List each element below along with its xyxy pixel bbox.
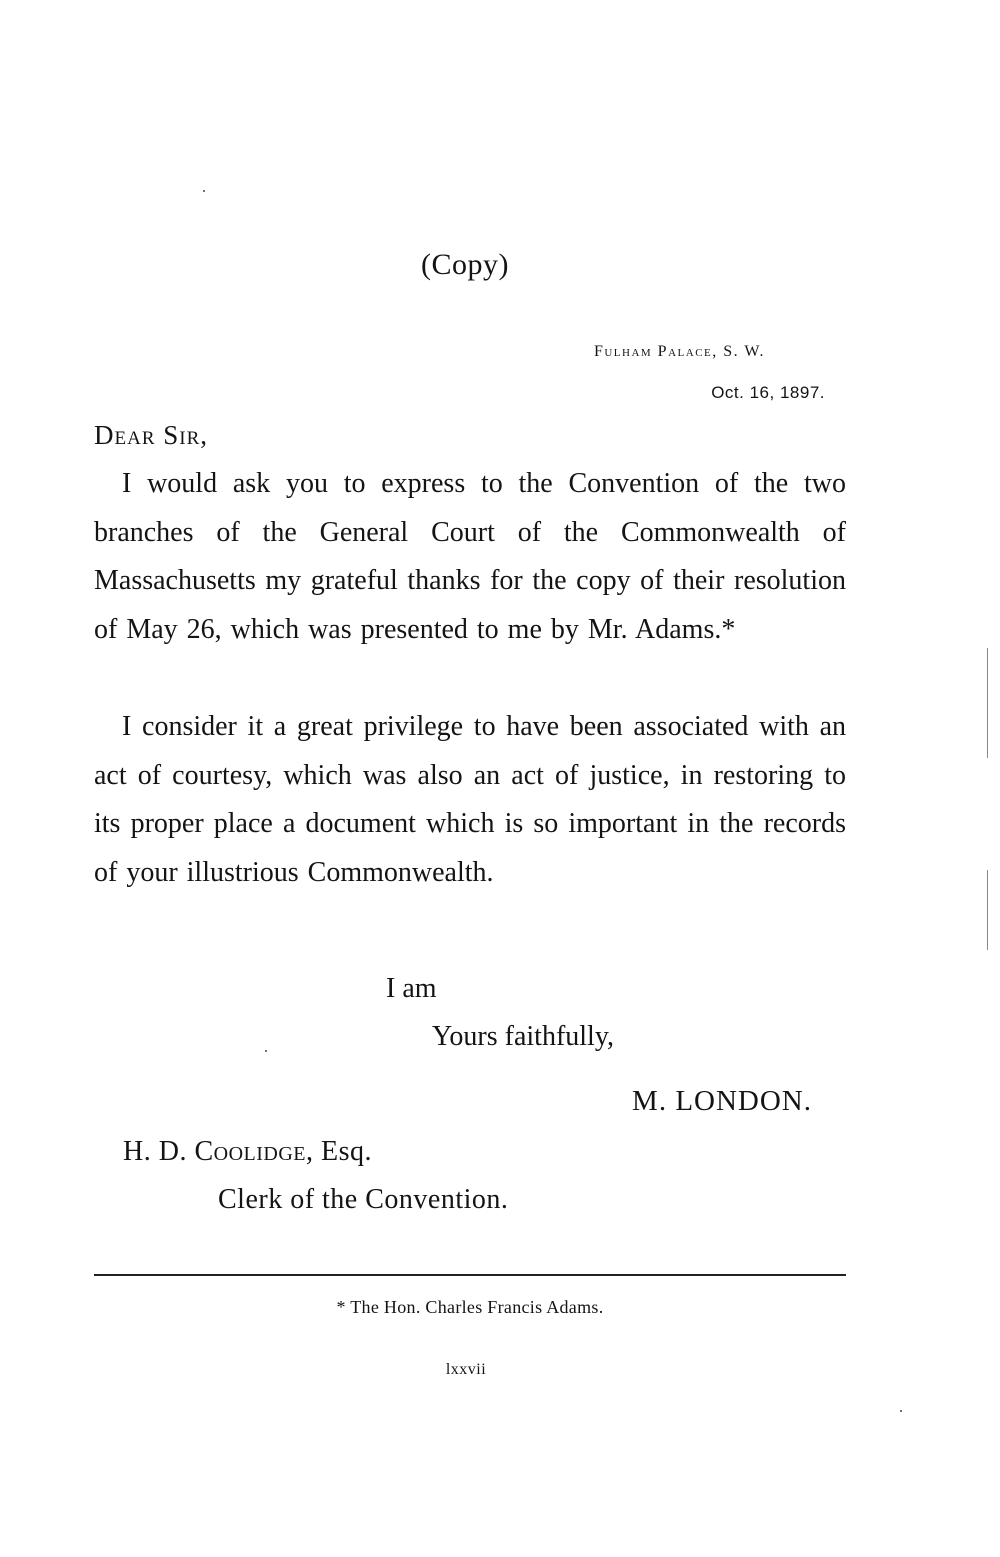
- footnote-divider: [94, 1274, 846, 1276]
- page-number: lxxvii: [445, 1361, 487, 1378]
- closing-line-1: I am: [386, 973, 437, 1004]
- closing-line-2: Yours faithfully,: [432, 1021, 615, 1052]
- addressee-title: Clerk of the Convention.: [218, 1184, 509, 1215]
- addressee-surname: Coolidge: [194, 1136, 306, 1167]
- letter-date: Oct. 16, 1897.: [711, 383, 825, 402]
- salutation: Dear Sir,: [94, 420, 209, 450]
- body-paragraph-2: I consider it a great privilege to have been associated with an act of courtesy, which was also an act of justice, in restoring to its proper place a document which is so important in the records of your illustrious Commonwealth.: [94, 711, 846, 888]
- addressee-suffix: , Esq.: [306, 1136, 372, 1167]
- scan-artifact: [987, 648, 988, 758]
- addressee-initials: H. D.: [123, 1136, 187, 1167]
- body-paragraph-1: I would ask you to express to the Convention of the two branches of the General Court of the Commonwealth of Massachusetts my grateful thanks for the copy of their resolution of May 26, which was presented to me by Mr. Adams.*: [94, 468, 846, 645]
- scan-speck: [900, 1410, 902, 1412]
- scan-speck: [265, 1050, 267, 1052]
- signature: M. LONDON.: [632, 1085, 812, 1117]
- scan-artifact: [987, 870, 988, 950]
- copy-heading: (Copy): [421, 248, 509, 281]
- scan-speck: [203, 190, 205, 192]
- addressee-name: [123, 1136, 372, 1168]
- sender-address: Fulham Palace, S. W.: [593, 343, 765, 360]
- footnote: * The Hon. Charles Francis Adams.: [336, 1297, 604, 1317]
